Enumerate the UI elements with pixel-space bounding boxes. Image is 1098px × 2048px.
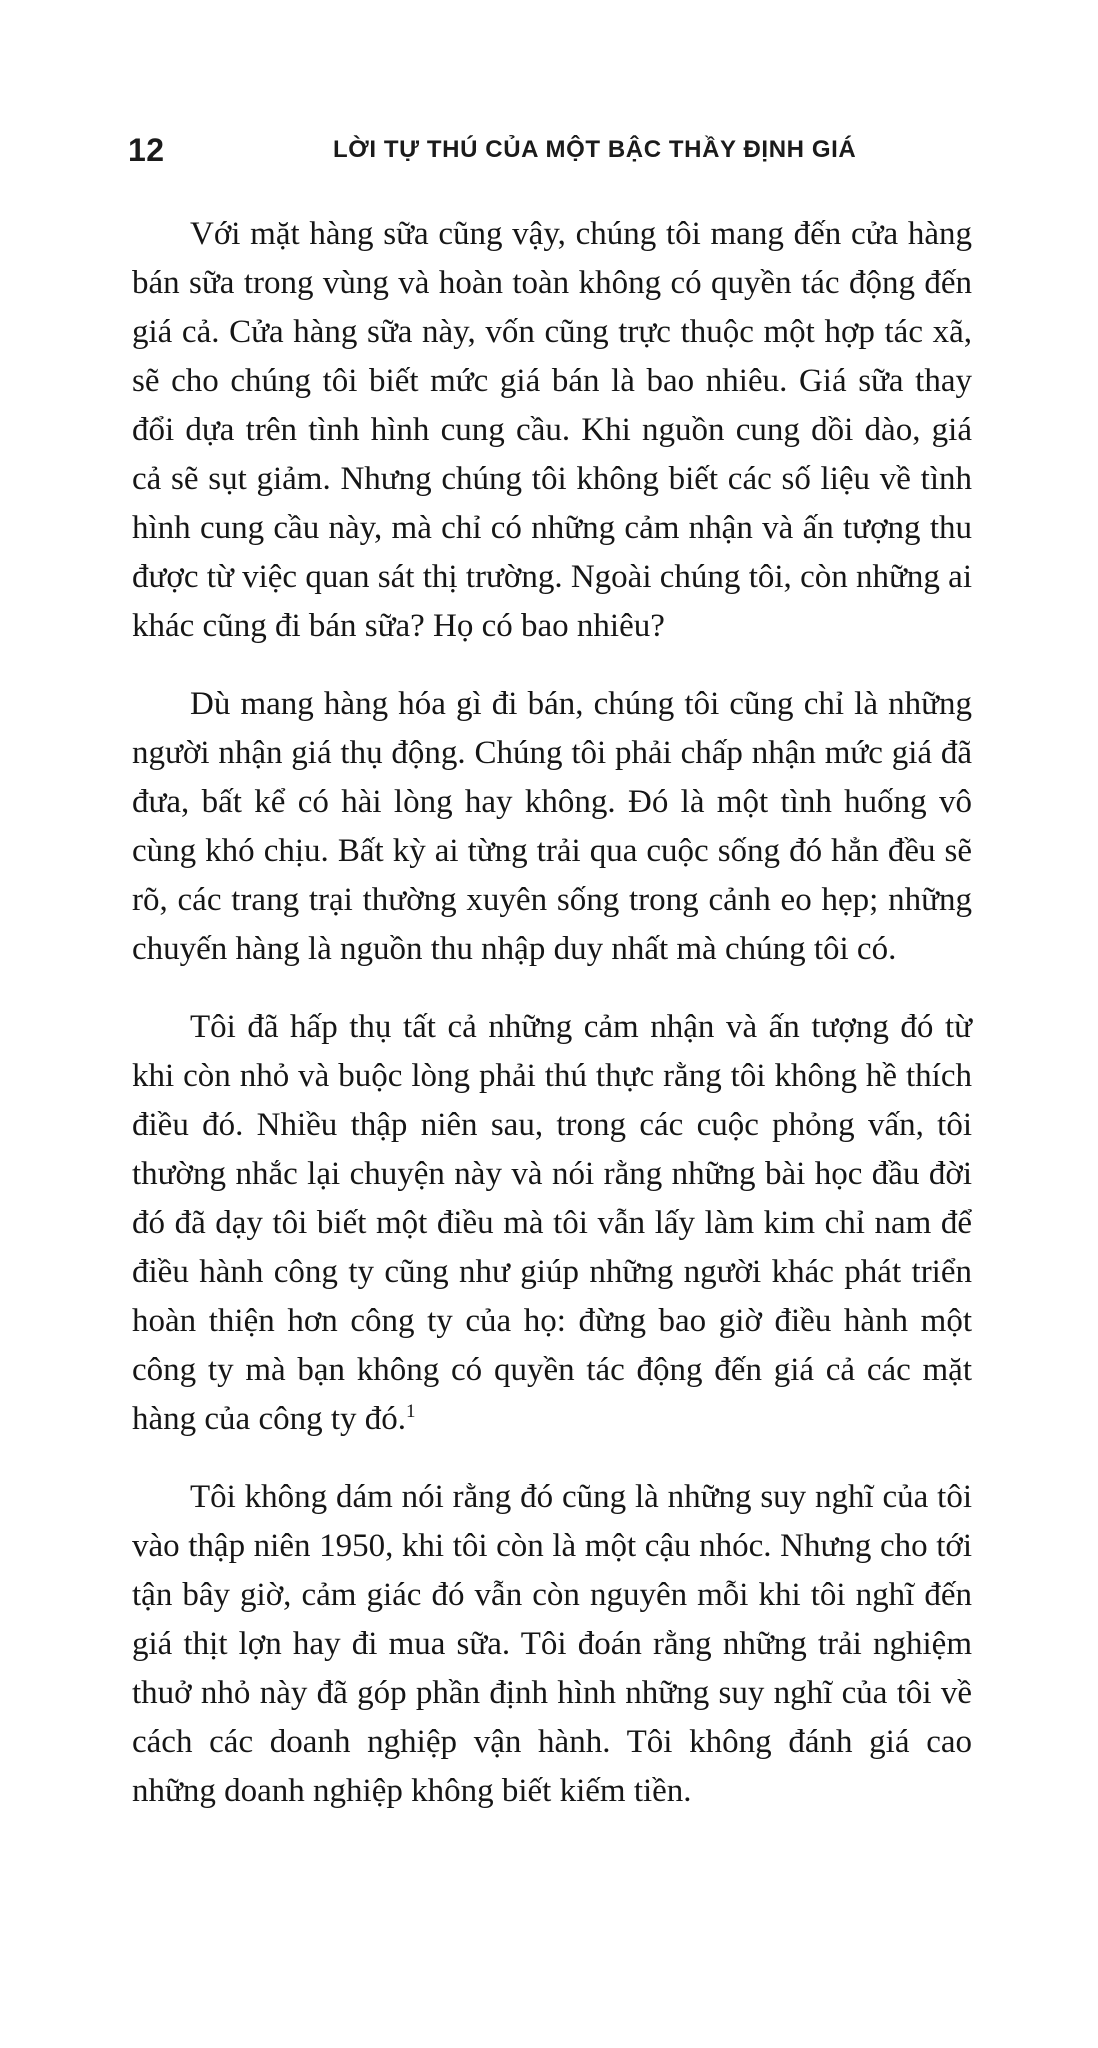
paragraph-text: Tôi không dám nói rằng đó cũng là những suy nghĩ của tôi vào thập niên 1950, khi tôi còn là một cậu nhóc. Nhưng cho tới tận bây giờ, cảm giác đó vẫn còn nguyên mỗi khi tôi nghĩ đến giá thịt lợn hay đi mua sữa. Tôi đoán rằng những trải nghiệm thuở nhỏ này đã góp phần định hình những suy nghĩ của tôi về cách các doanh nghiệp vận hành. Tôi không đánh giá cao những doanh nghiệp không biết kiếm tiền.	[132, 1479, 972, 1809]
page-number: 12	[128, 132, 165, 168]
body-text	[132, 210, 972, 1816]
running-header	[128, 130, 970, 174]
paragraph-text: Dù mang hàng hóa gì đi bán, chúng tôi cũng chỉ là những người nhận giá thụ động. Chúng tôi phải chấp nhận mức giá đã đưa, bất kể có hài lòng hay không. Đó là một tình huống vô cùng khó chịu. Bất kỳ ai từng trải qua cuộc sống đó hẳn đều sẽ rõ, các trang trại thường xuyên sống trong cảnh eo hẹp; những chuyến hàng là nguồn thu nhập duy nhất mà chúng tôi có.	[132, 686, 972, 967]
paragraph-1	[132, 210, 972, 651]
footnote-reference: 1	[406, 1401, 416, 1422]
paragraph-text: Tôi đã hấp thụ tất cả những cảm nhận và ấn tượng đó từ khi còn nhỏ và buộc lòng phải thú thực rằng tôi không hề thích điều đó. Nhiều thập niên sau, trong các cuộc phỏng vấn, tôi thường nhắc lại chuyện này và nói rằng những bài học đầu đời đó đã dạy tôi biết một điều mà tôi vẫn lấy làm kim chỉ nam để điều hành công ty cũng như giúp những người khác phát triển hoàn thiện hơn công ty của họ: đừng bao giờ điều hành một công ty mà bạn không có quyền tác động đến giá cả các mặt hàng của công ty đó.	[132, 1009, 972, 1437]
paragraph-3	[132, 1003, 972, 1444]
running-title: LỜI TỰ THÚ CỦA MỘT BẬC THẦY ĐỊNH GIÁ	[333, 136, 857, 163]
paragraph-4	[132, 1473, 972, 1816]
paragraph-text: Với mặt hàng sữa cũng vậy, chúng tôi mang đến cửa hàng bán sữa trong vùng và hoàn toàn không có quyền tác động đến giá cả. Cửa hàng sữa này, vốn cũng trực thuộc một hợp tác xã, sẽ cho chúng tôi biết mức giá bán là bao nhiêu. Giá sữa thay đổi dựa trên tình hình cung cầu. Khi nguồn cung dồi dào, giá cả sẽ sụt giảm. Nhưng chúng tôi không biết các số liệu về tình hình cung cầu này, mà chỉ có những cảm nhận và ấn tượng thu được từ việc quan sát thị trường. Ngoài chúng tôi, còn những ai khác cũng đi bán sữa? Họ có bao nhiêu?	[132, 216, 972, 644]
paragraph-2	[132, 680, 972, 974]
